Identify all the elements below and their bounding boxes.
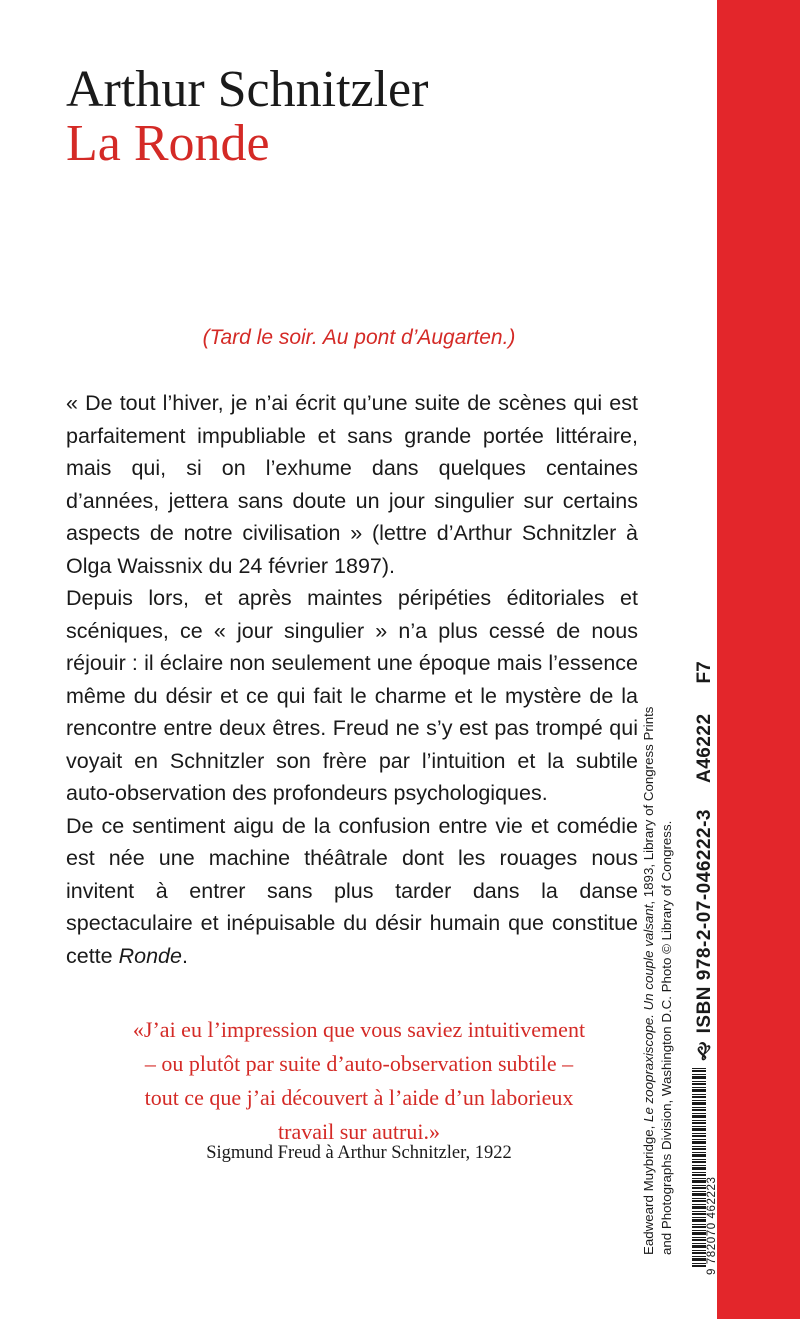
quote-attribution: Sigmund Freud à Arthur Schnitzler, 1922 [206,1143,512,1163]
barcode-digits: 9 782070 462223 [706,1176,718,1275]
blurb-paragraph-1: « De tout l’hiver, je n’ai écrit qu’une suite de scènes qui est parfaitement impubliable et sans grande portée littéraire, mais qui, si on l’exhume dans quelques centaines d’années, jettera sans doute un jour singulier sur certains aspects de notre civilisation » (lettre d’Arthur Schnitzler à Olga Waissnix du 24 février 1897). [66,391,638,578]
product-code: A46222 [694,713,715,784]
barcode-bars [692,1067,706,1267]
freud-quote [0,1013,718,1149]
blurb-paragraph-3-text: De ce sentiment aigu de la confusion entre vie et comédie est née une machine théâtrale dont les rouages nous invitent à entrer sans plus tarder dans la danse spectaculaire et inépuisable du désir humain que constitue cette [66,813,638,968]
author-name: Arthur Schnitzler [66,61,429,118]
stage-direction: (Tard le soir. Au pont d’Augarten.) [202,326,516,349]
book-title: La Ronde [66,115,270,172]
image-credit [640,705,676,1255]
credit-text: , 1893, Library of Congress Prints [641,706,656,905]
red-spine-band [717,0,800,1319]
credit-line-1 [640,705,658,1255]
price-code: F7 [694,661,715,684]
blurb-paragraph-2: Depuis lors, et après maintes péripéties éditoriales et scéniques, ce « jour singulier » n’a plus cessé de nous réjouir : il éclaire non seulement une époque mais l’essence même du désir et ce qui fait le charme et le mystère de la rencontre entre deux êtres. Freud ne s’y est pas trompé qui voyait en Schnitzler son frère par l’intuition et la subtile auto-observation des profondeurs psychologiques. [66,586,638,805]
credit-artwork-title: Le zoopraxiscope. Un couple valsant [641,904,656,1122]
quote-line: «J’ai eu l’impression que vous saviez intuitivement [132,1017,586,1042]
quote-line: travail sur autrui.» [278,1119,440,1144]
blurb-paragraph-3 [66,810,638,973]
credit-text: Eadweard Muybridge, [641,1121,656,1255]
barcode-block [690,661,720,1275]
publisher-logo-icon: 🙙 [694,1041,716,1061]
blurb-title-italic: Ronde [118,943,182,968]
barcode [692,1067,718,1275]
quote-line: – ou plutôt par suite d’auto-observation subtile – [144,1051,574,1076]
blurb-paragraph-3-end: . [181,943,188,968]
quote-line: tout ce que j’ai découvert à l’aide d’un laborieux [144,1085,574,1110]
back-cover-blurb [66,387,638,972]
credit-line-2: and Photographs Division, Washington D.C. Photo © Library of Congress. [659,820,674,1255]
isbn-number: ISBN 978-2-07-046222-3 [694,809,715,1034]
